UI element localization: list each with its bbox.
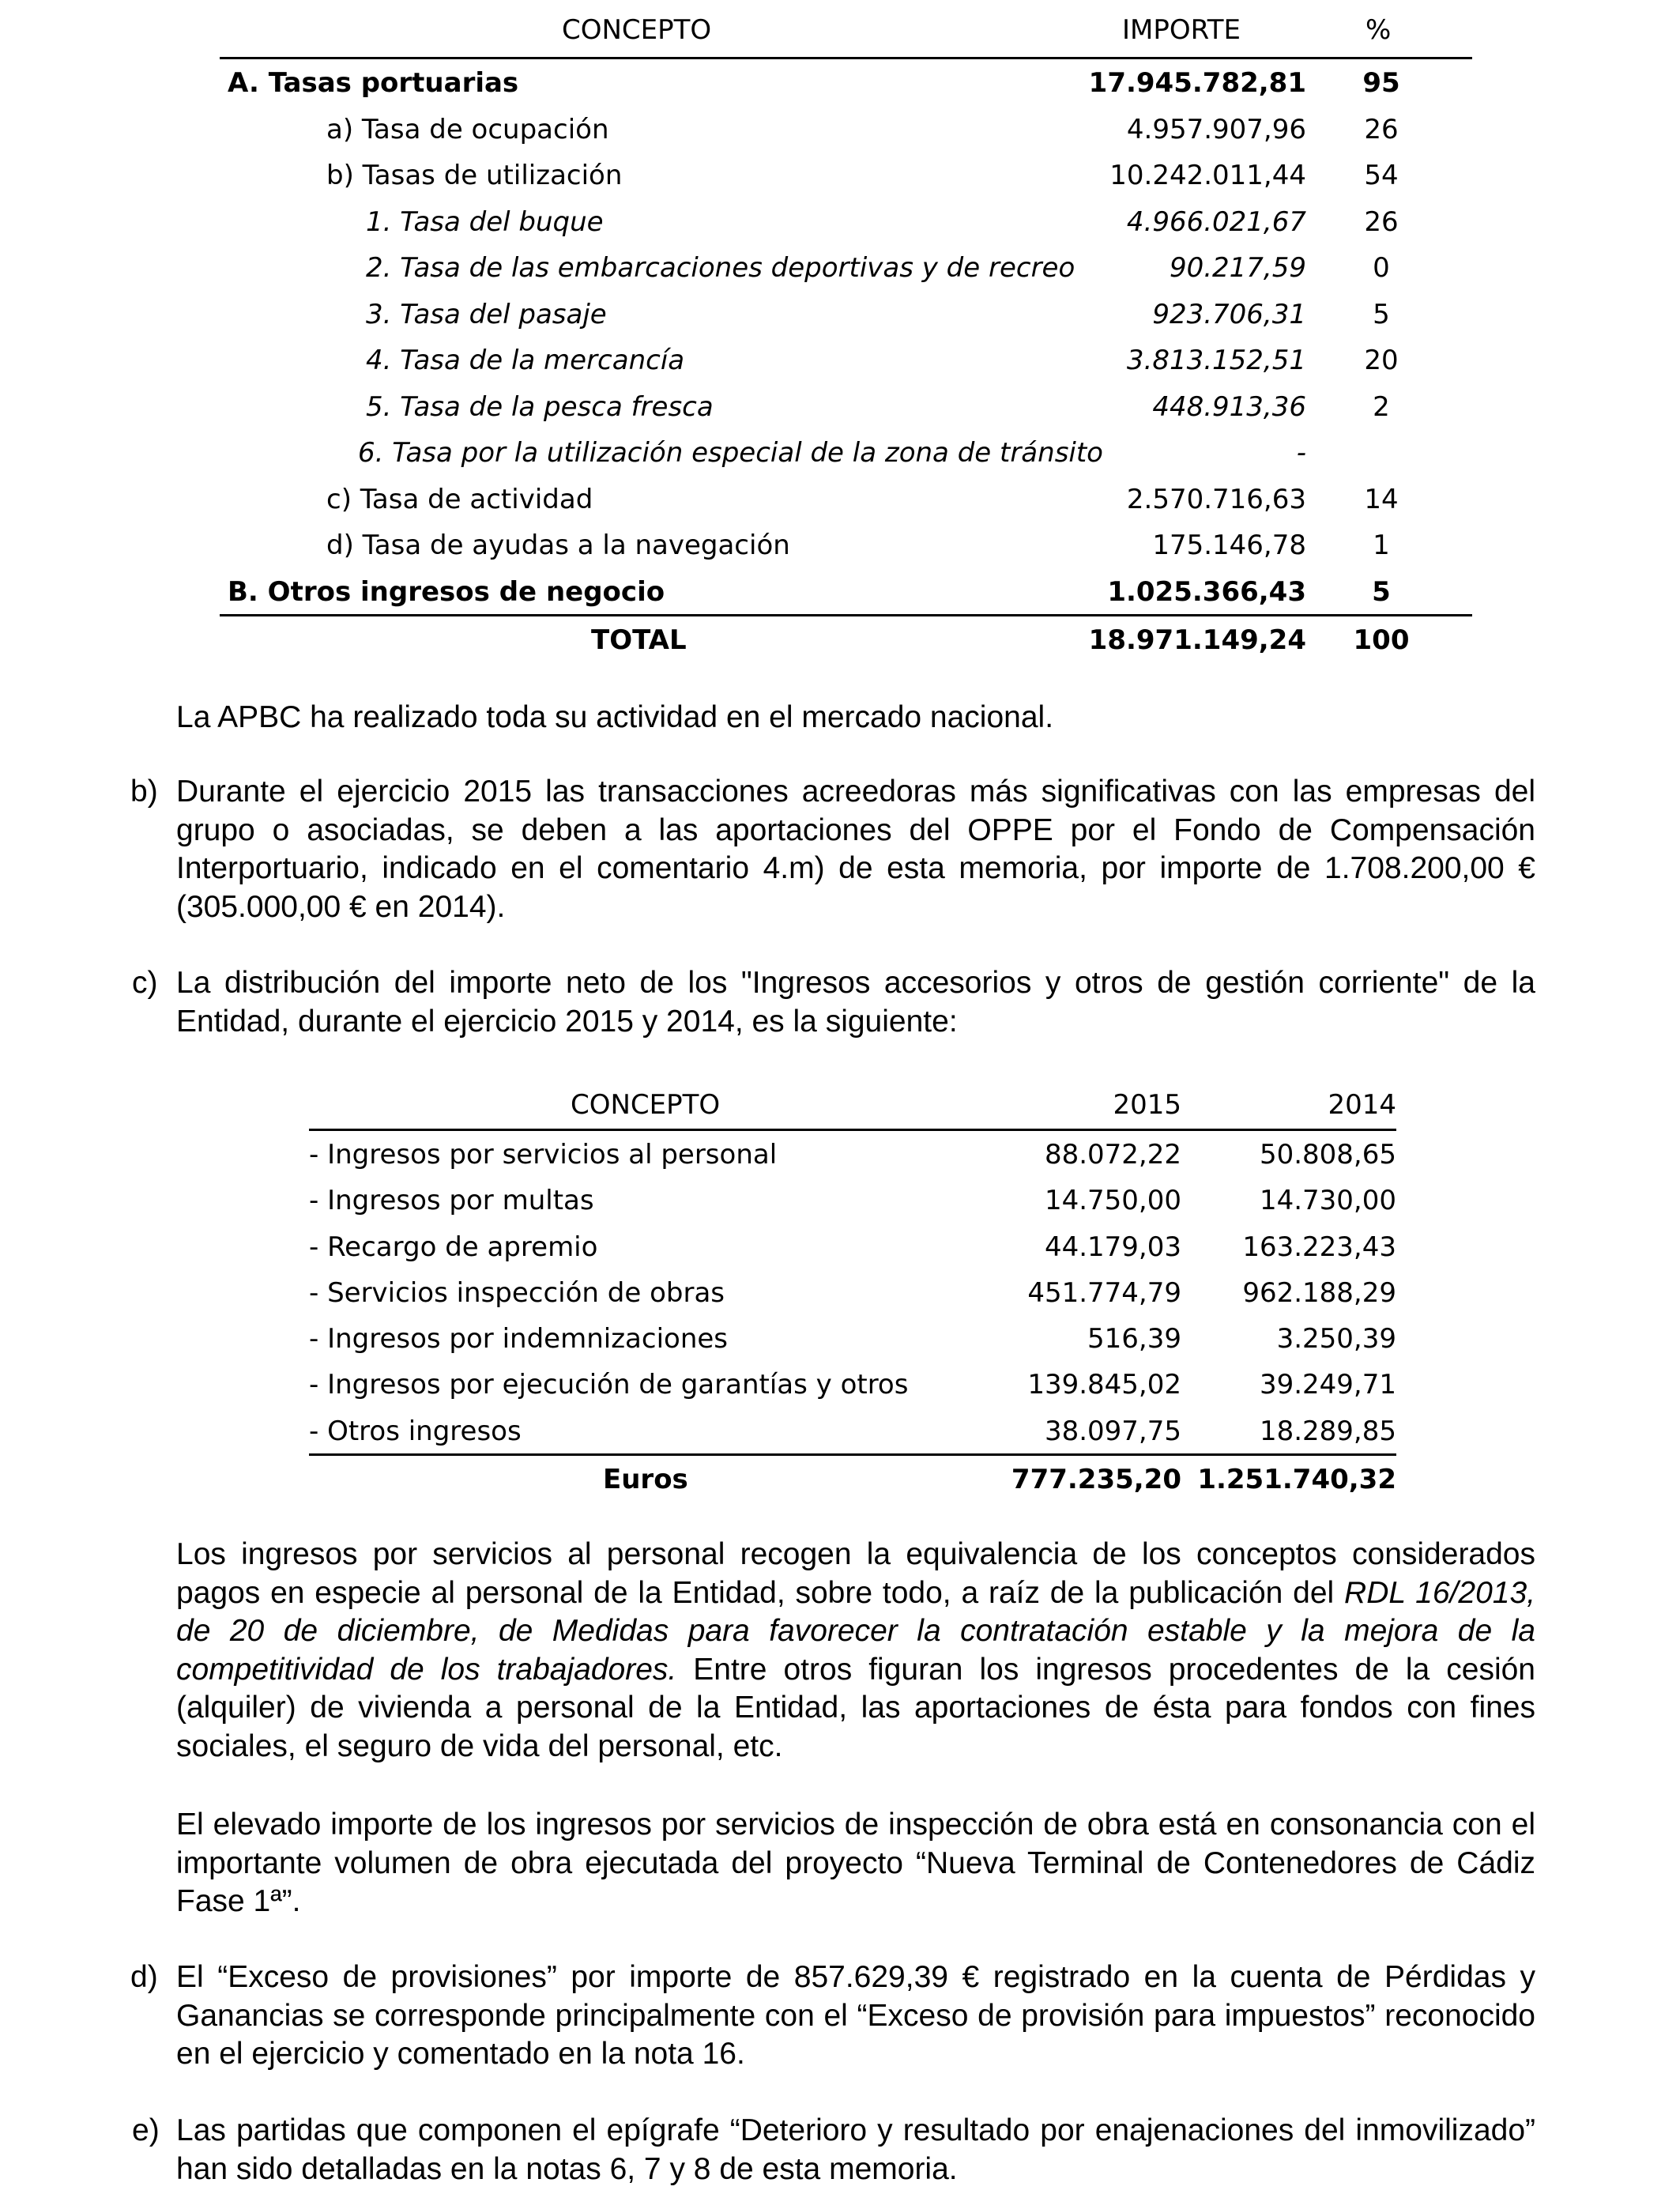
row-pct: 0 bbox=[1373, 252, 1390, 284]
table-row bbox=[309, 1315, 1396, 1361]
paragraph-text: La APBC ha realizado toda su actividad en el mercado nacional. bbox=[176, 700, 1054, 734]
row-amount: - bbox=[1296, 437, 1306, 469]
paragraph-text: Las partidas que componen el epígrafe “Deterioro y resultado por enajenaciones del inmovilizado” han sido detalladas en la notas 6, 7 y 8 de esta memoria. bbox=[176, 2113, 1535, 2186]
total-pct: 100 bbox=[1353, 624, 1410, 656]
row-amount: 1.025.366,43 bbox=[1107, 575, 1306, 608]
row-label: - Recargo de apremio bbox=[309, 1231, 598, 1263]
total-amount: 18.971.149,24 bbox=[1088, 624, 1306, 656]
row-value-2015: 38.097,75 bbox=[1044, 1415, 1181, 1447]
total-2014: 1.251.740,32 bbox=[1197, 1464, 1396, 1496]
row-label: - Ingresos por indemnizaciones bbox=[309, 1323, 729, 1355]
row-label: c) Tasa de actividad bbox=[326, 483, 593, 515]
row-label: 1. Tasa del buque bbox=[366, 205, 604, 238]
row-value-2014: 163.223,43 bbox=[1242, 1231, 1396, 1263]
table-row bbox=[220, 337, 1472, 383]
header-2014: 2014 bbox=[1328, 1089, 1396, 1121]
row-amount: 90.217,59 bbox=[1169, 252, 1306, 284]
table-row bbox=[220, 106, 1472, 153]
row-label: 5. Tasa de la pesca fresca bbox=[366, 390, 714, 423]
row-amount: 4.957.907,96 bbox=[1126, 113, 1306, 145]
row-value-2015: 88.072,22 bbox=[1044, 1139, 1181, 1171]
paragraph-d bbox=[130, 1958, 1535, 2074]
paragraph-text: Entre otros figuran los ingresos procedentes de la cesión (alquiler) de vivienda a personal de la Entidad, las aportaciones de ésta para fondos con fines sociales, el seguro de vida del personal, etc. bbox=[176, 1652, 1535, 1763]
row-label: a) Tasa de ocupación bbox=[326, 113, 609, 145]
row-label: 2. Tasa de las embarcaciones deportivas y de recreo bbox=[366, 252, 1075, 284]
table-row bbox=[220, 291, 1472, 337]
row-label: - Ingresos por servicios al personal bbox=[309, 1139, 778, 1171]
row-value-2015: 451.774,79 bbox=[1027, 1276, 1181, 1309]
row-value-2014: 39.249,71 bbox=[1259, 1369, 1396, 1401]
paragraph-b bbox=[130, 773, 1535, 926]
header-2015: 2015 bbox=[1113, 1089, 1181, 1121]
row-pct: 2 bbox=[1373, 390, 1390, 423]
row-label: 3. Tasa del pasaje bbox=[366, 298, 607, 330]
paragraph-e bbox=[132, 2112, 1535, 2188]
paragraph-servicios-personal bbox=[176, 1536, 1535, 1766]
row-pct: 20 bbox=[1364, 345, 1399, 376]
ingresos-accesorios-table bbox=[309, 1083, 1396, 1502]
row-label: 6. Tasa por la utilización especial de la zona de tránsito bbox=[358, 437, 1103, 469]
table-row bbox=[309, 1223, 1396, 1269]
table-row bbox=[220, 568, 1472, 617]
row-value-2015: 44.179,03 bbox=[1044, 1231, 1181, 1263]
row-pct: 95 bbox=[1362, 67, 1400, 99]
row-value-2015: 139.845,02 bbox=[1027, 1369, 1181, 1401]
table-row bbox=[309, 1361, 1396, 1407]
row-label: - Ingresos por multas bbox=[309, 1185, 594, 1217]
row-amount: 923.706,31 bbox=[1152, 298, 1306, 330]
row-pct: 5 bbox=[1372, 575, 1391, 608]
row-label: 4. Tasa de la mercancía bbox=[366, 345, 685, 376]
row-label: B. Otros ingresos de negocio bbox=[228, 575, 665, 608]
row-pct: 26 bbox=[1364, 113, 1399, 145]
table-row bbox=[220, 383, 1472, 430]
row-amount: 17.945.782,81 bbox=[1088, 67, 1306, 99]
paragraph-text: El elevado importe de los ingresos por servicios de inspección de obra está en consonancia con el importante volumen de obra ejecutada del proyecto “Nueva Terminal de Contenedores de Cádiz Fase 1ª”. bbox=[176, 1808, 1535, 1918]
paragraph-apbc bbox=[176, 699, 1535, 737]
table-row bbox=[220, 244, 1472, 291]
table-body bbox=[220, 59, 1472, 616]
total-label: Euros bbox=[603, 1464, 688, 1496]
row-pct: 54 bbox=[1364, 160, 1399, 191]
table-row bbox=[220, 152, 1472, 198]
table-row bbox=[220, 476, 1472, 522]
paragraph-c bbox=[132, 964, 1535, 1041]
paragraph-text: Durante el ejercicio 2015 las transacciones acreedoras más significativas con las empresas del grupo o asociadas, se deben a las aportaciones del OPPE por el Fondo de Compensación Interportuario, indicado en el comentario 4.m) de esta memoria, por importe de 1.708.200,00 € (305.000,00 € en 2014). bbox=[176, 775, 1535, 924]
row-value-2014: 962.188,29 bbox=[1242, 1276, 1396, 1309]
row-value-2014: 14.730,00 bbox=[1259, 1185, 1396, 1217]
header-importe: IMPORTE bbox=[1122, 14, 1241, 46]
row-amount: 4.966.021,67 bbox=[1126, 205, 1306, 238]
paragraph-inspeccion bbox=[176, 1806, 1535, 1921]
row-amount: 175.146,78 bbox=[1152, 530, 1306, 561]
row-label: - Otros ingresos bbox=[309, 1415, 522, 1447]
table-header bbox=[220, 0, 1472, 59]
header-pct: % bbox=[1365, 14, 1392, 46]
table-row bbox=[220, 522, 1472, 568]
header-concepto: CONCEPTO bbox=[562, 14, 712, 46]
table-row bbox=[220, 429, 1472, 476]
row-value-2014: 50.808,65 bbox=[1259, 1139, 1396, 1171]
table-row bbox=[309, 1131, 1396, 1177]
table-total-row bbox=[309, 1456, 1396, 1502]
row-label: d) Tasa de ayudas a la navegación bbox=[326, 530, 790, 561]
table-header bbox=[309, 1083, 1396, 1131]
table-row bbox=[309, 1269, 1396, 1315]
row-value-2014: 3.250,39 bbox=[1276, 1323, 1396, 1355]
paragraph-text: Los ingresos por servicios al personal recogen la equivalencia de los conceptos considerados pagos en especie al personal de la Entidad, sobre todo, a raíz de la publicación del bbox=[176, 1537, 1535, 1610]
row-amount: 10.242.011,44 bbox=[1109, 160, 1306, 191]
row-value-2015: 14.750,00 bbox=[1044, 1185, 1181, 1217]
row-pct: 5 bbox=[1373, 298, 1390, 330]
row-pct: 26 bbox=[1364, 205, 1399, 238]
table-row bbox=[220, 59, 1472, 106]
table-row bbox=[309, 1408, 1396, 1456]
table-row bbox=[220, 198, 1472, 245]
list-marker: b) bbox=[130, 775, 158, 809]
table-total-row bbox=[220, 616, 1472, 663]
header-concepto: CONCEPTO bbox=[571, 1089, 721, 1121]
table-row bbox=[309, 1177, 1396, 1223]
row-label: A. Tasas portuarias bbox=[228, 67, 519, 99]
list-marker: d) bbox=[130, 1960, 158, 1994]
table-body bbox=[309, 1131, 1396, 1456]
row-label: - Ingresos por ejecución de garantías y otros bbox=[309, 1369, 909, 1401]
row-value-2014: 18.289,85 bbox=[1259, 1415, 1396, 1447]
paragraph-italic-text: RDL 16/2013, de 20 de diciembre, de Medidas para favorecer la contratación estable y la mejora de la competitividad de los trabajadores. bbox=[176, 1575, 1535, 1687]
row-pct: 1 bbox=[1373, 530, 1390, 561]
paragraph-text: El “Exceso de provisiones” por importe de 857.629,39 € registrado en la cuenta de Pérdidas y Ganancias se corresponde principalmente con el “Exceso de provisión para impuestos” reconocido en el ejercicio y comentado en la nota 16. bbox=[176, 1960, 1535, 2071]
row-amount: 2.570.716,63 bbox=[1126, 483, 1306, 515]
list-marker: c) bbox=[132, 966, 158, 1000]
row-label: - Servicios inspección de obras bbox=[309, 1276, 725, 1309]
row-value-2015: 516,39 bbox=[1087, 1323, 1181, 1355]
list-marker: e) bbox=[132, 2113, 160, 2147]
paragraph-text: La distribución del importe neto de los "Ingresos accesorios y otros de gestión corriente" de la Entidad, durante el ejercicio 2015 y 2014, es la siguiente: bbox=[176, 966, 1535, 1039]
row-amount: 3.813.152,51 bbox=[1126, 345, 1306, 376]
row-amount: 448.913,36 bbox=[1152, 390, 1306, 423]
total-2015: 777.235,20 bbox=[1011, 1464, 1181, 1496]
row-pct: 14 bbox=[1364, 483, 1399, 515]
row-label: b) Tasas de utilización bbox=[326, 160, 623, 191]
total-label: TOTAL bbox=[591, 624, 687, 656]
tasas-table bbox=[220, 0, 1472, 663]
